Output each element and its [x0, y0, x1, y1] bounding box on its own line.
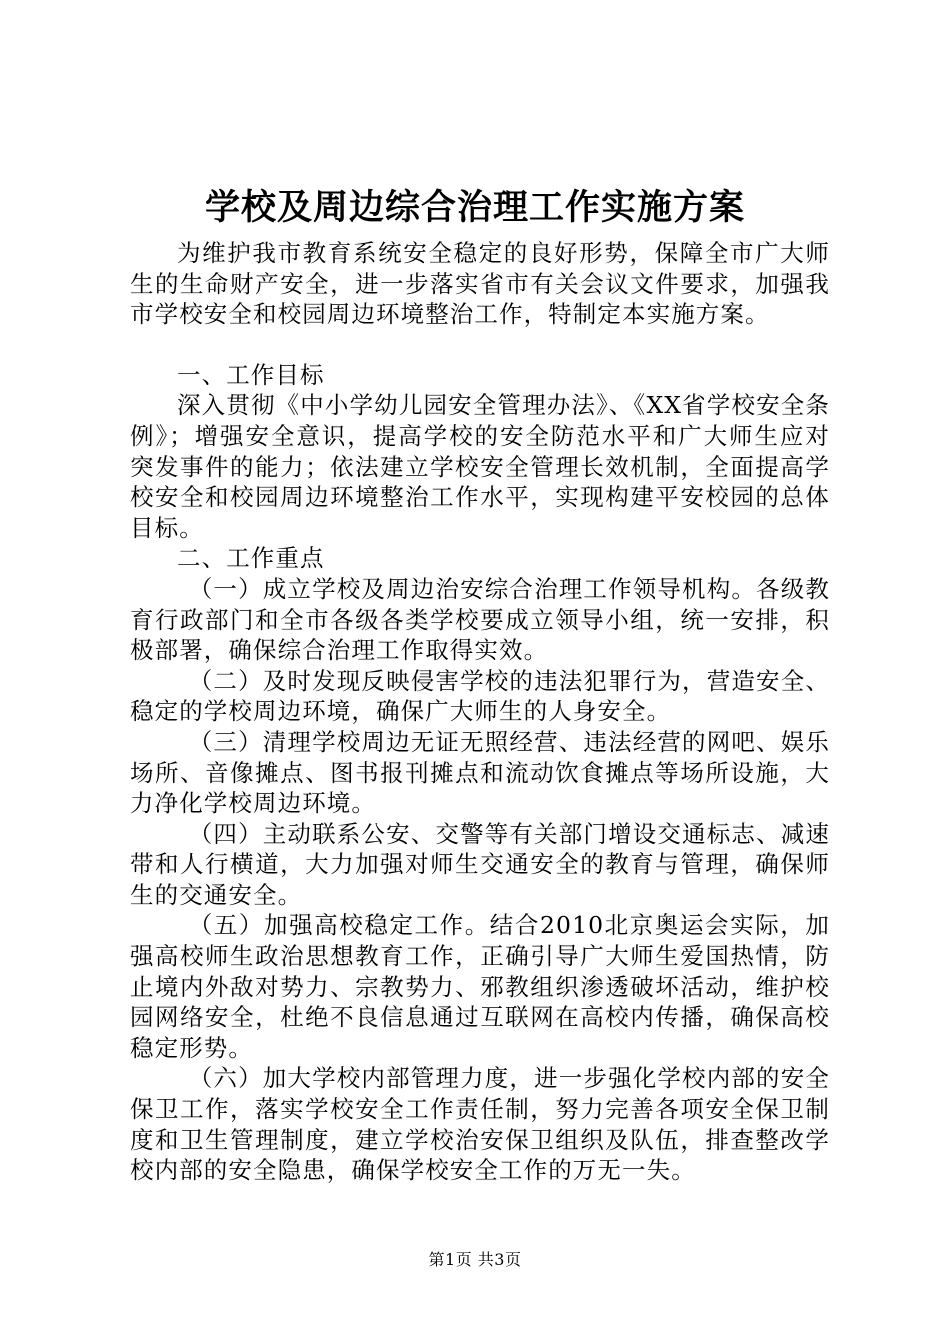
priority-item-2: （二）及时发现反映侵害学校的违法犯罪行为，营造安全、稳定的学校周边环境，确保广大师生的人身安全。 — [130, 666, 830, 726]
priority-item-3: （三）清理学校周边无证无照经营、违法经营的网吧、娱乐场所、音像摊点、图书报刊摊点和流动饮食摊点等场所设施，大力净化学校周边环境。 — [130, 727, 830, 818]
intro-paragraph: 为维护我市教育系统安全稳定的良好形势，保障全市广大师生的生命财产安全，进一步落实省市有关会议文件要求，加强我市学校安全和校园周边环境整治工作，特制定本实施方案。 — [130, 239, 830, 329]
section-heading-priorities: 二、工作重点 — [177, 544, 325, 573]
goals-paragraph: 深入贯彻《中小学幼儿园安全管理办法》、《XX省学校安全条例》；增强安全意识，提高学校的安全防范水平和广大师生应对突发事件的能力；依法建立学校安全管理长效机制，全面提高学校安全和校园周边环境整治工作水平，实现构建平安校园的总体目标。 — [130, 391, 830, 542]
priority-item-4: （四）主动联系公安、交警等有关部门增设交通标志、减速带和人行横道，大力加强对师生交通安全的教育与管理，确保师生的交通安全。 — [130, 819, 830, 909]
section-heading-goals: 一、工作目标 — [177, 360, 325, 389]
document-body — [130, 238, 830, 1186]
priority-item-6: （六）加大学校内部管理力度，进一步强化学校内部的安全保卫工作，落实学校安全工作责任制，努力完善各项安全保卫制度和卫生管理制度，建立学校治安保卫组织及队伍，排查整改学校内部的安全隐患，确保学校安全工作的万无一失。 — [130, 1064, 830, 1185]
priority-item-5: （五）加强高校稳定工作。结合2010北京奥运会实际，加强高校师生政治思想教育工作，正确引导广大师生爱国热情，防止境内外敌对势力、宗教势力、邪教组织渗透破坏活动，维护校园网络安全，杜绝不良信息通过互联网在高校内传播，确保高校稳定形势。 — [130, 911, 830, 1062]
page-number: 第1页 共3页 — [428, 1250, 522, 1269]
document-title: 学校及周边综合治理工作实施方案 — [204, 187, 745, 228]
priority-item-1: （一）成立学校及周边治安综合治理工作领导机构。各级教育行政部门和全市各级各类学校要成立领导小组，统一安排，积极部署，确保综合治理工作取得实效。 — [130, 574, 830, 665]
